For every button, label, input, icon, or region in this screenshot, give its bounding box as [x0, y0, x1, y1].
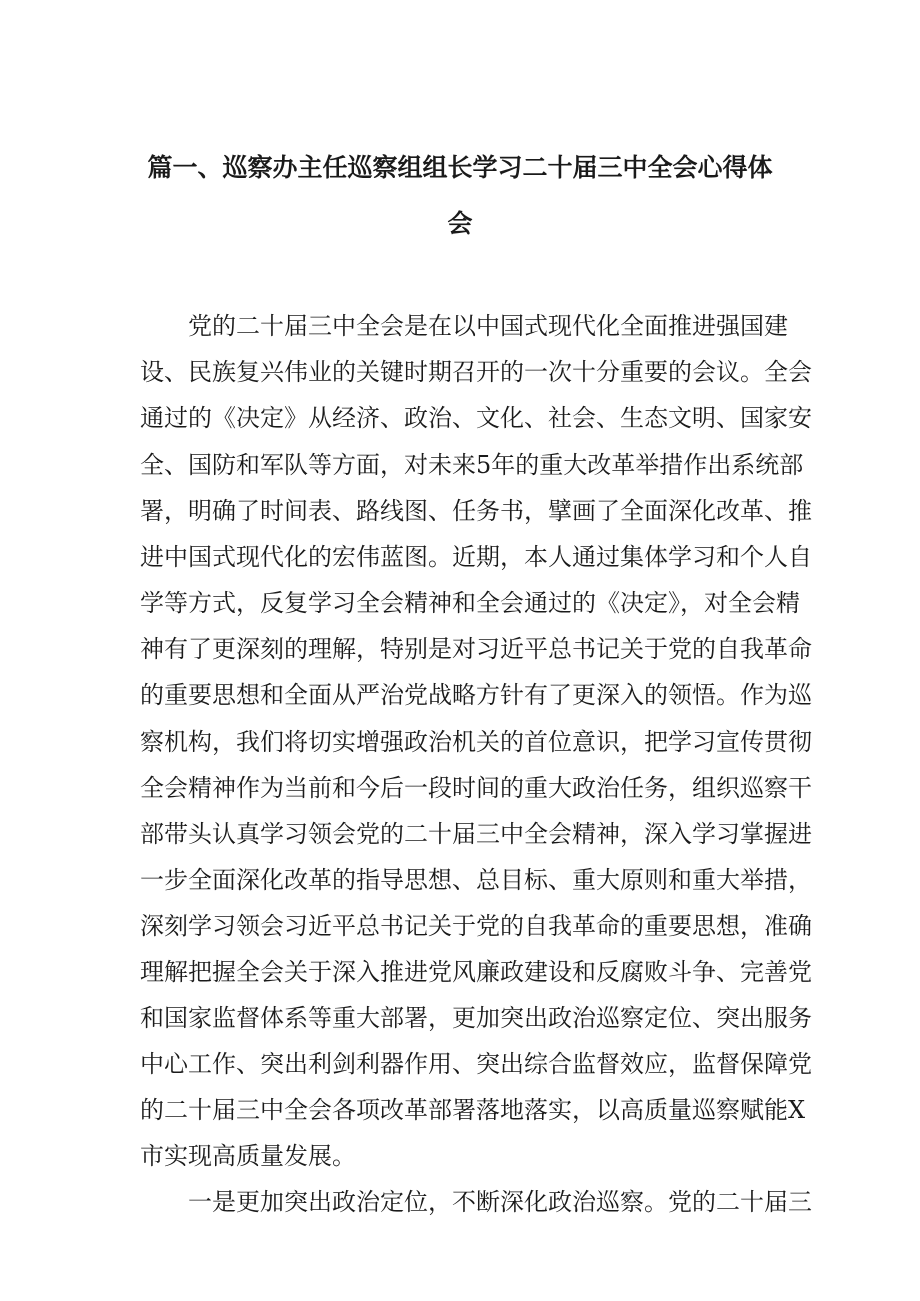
paragraph-1-line-17: 中心工作、突出利剑利器作用、突出综合监督效应，监督保障党 [140, 1050, 812, 1078]
paragraph-1-line-15: 理解把握全会关于深入推进党风廉政建设和反腐败斗争、完善党 [140, 958, 812, 986]
paragraph-1-line-11: 全会精神作为当前和今后一段时间的重大政治任务，组织巡察干 [140, 774, 812, 802]
document-title-line-2: 会 [447, 209, 473, 238]
paragraph-1-line-1: 党的二十届三中全会是在以中国式现代化全面推进强国建 [188, 312, 788, 340]
paragraph-1-line-14: 深刻学习领会习近平总书记关于党的自我革命的重要思想，准确 [140, 912, 812, 940]
document-title-line-1: 篇一、巡察办主任巡察组组长学习二十届三中全会心得体 [147, 153, 773, 182]
paragraph-1-line-9: 的重要思想和全面从严治党战略方针有了更深入的领悟。作为巡 [140, 681, 812, 709]
paragraph-1-line-19: 市实现高质量发展。 [140, 1142, 356, 1170]
paragraph-1-line-4: 全、国防和军队等方面，对未来5年的重大改革举措作出系统部 [140, 451, 804, 479]
paragraph-1-line-13: 一步全面深化改革的指导思想、总目标、重大原则和重大举措， [140, 866, 812, 894]
paragraph-1-line-5: 署，明确了时间表、路线图、任务书，擘画了全面深化改革、推 [140, 497, 812, 525]
paragraph-1-line-2: 设、民族复兴伟业的关键时期召开的一次十分重要的会议。全会 [140, 358, 812, 386]
paragraph-1-line-16: 和国家监督体系等重大部署，更加突出政治巡察定位、突出服务 [140, 1004, 812, 1032]
paragraph-1-line-3: 通过的《决定》从经济、政治、文化、社会、生态文明、国家安 [140, 404, 812, 432]
paragraph-1-line-8: 神有了更深刻的理解，特别是对习近平总书记关于党的自我革命 [140, 635, 812, 663]
paragraph-1-line-18: 的二十届三中全会各项改革部署落地落实，以高质量巡察赋能X [140, 1096, 806, 1124]
paragraph-2-line-1: 一是更加突出政治定位，不断深化政治巡察。党的二十届三 [188, 1188, 812, 1216]
paragraph-1-line-6: 进中国式现代化的宏伟蓝图。近期，本人通过集体学习和个人自 [140, 543, 812, 571]
paragraph-1-line-12: 部带头认真学习领会党的二十届三中全会精神，深入学习掌握进 [140, 820, 812, 848]
paragraph-1-line-10: 察机构，我们将切实增强政治机关的首位意识，把学习宣传贯彻 [140, 728, 812, 756]
paragraph-1-line-7: 学等方式，反复学习全会精神和全会通过的《决定》，对全会精 [140, 589, 800, 617]
